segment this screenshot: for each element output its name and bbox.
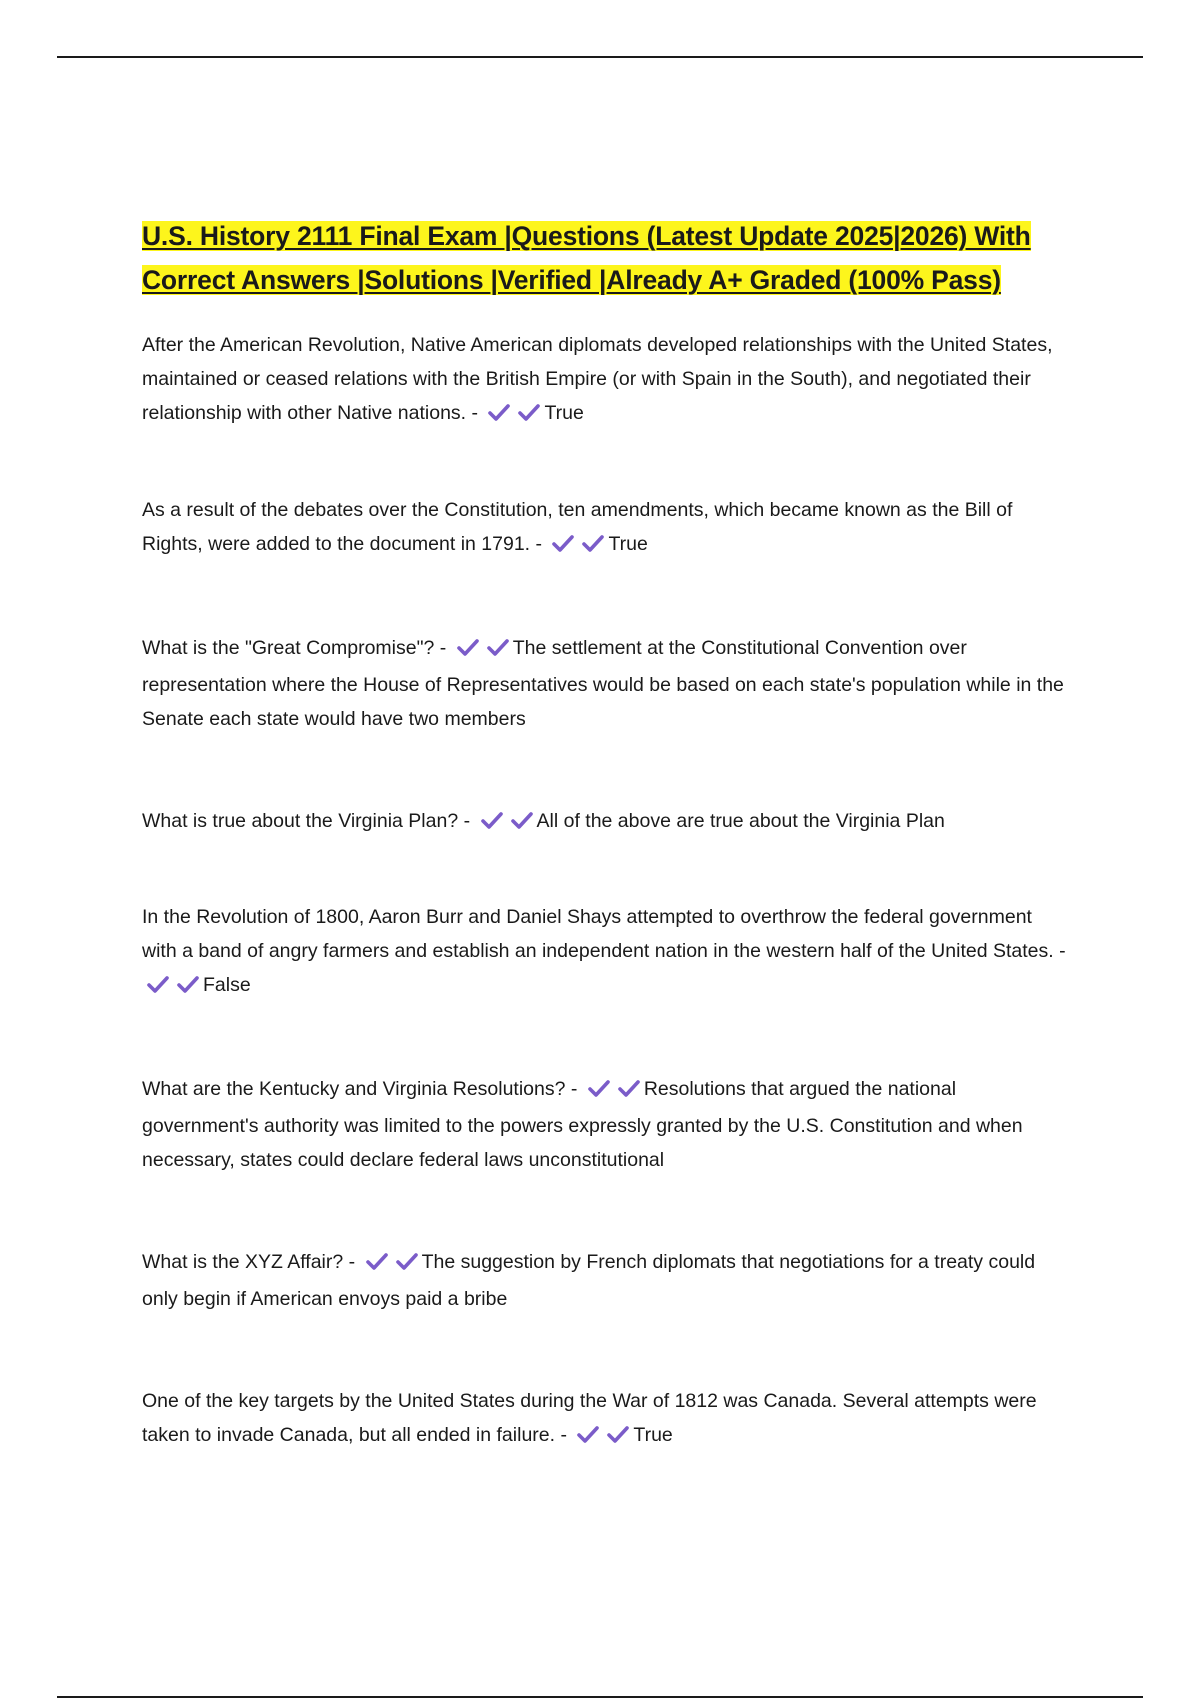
qa-item-3 <box>142 631 1067 736</box>
question-text: As a result of the debates over the Constitution, ten amendments, which became known as the Bill of Rights, were added to the document in 1791. <box>142 499 1013 555</box>
answer-text: The settlement at the Constitutional Convention over representation where the House of Representatives would be based on each state's population while in the Senate each state would have two members <box>142 637 1064 730</box>
check-icon <box>587 1078 611 1098</box>
qa-item-7 <box>142 1245 1067 1316</box>
answer-text: The suggestion by French diplomats that negotiations for a treaty could only begin if American envoys paid a bribe <box>142 1251 1036 1310</box>
question-text: After the American Revolution, Native American diplomats developed relationships with the United States, maintained or ceased relations with the British Empire (or with Spain in the South), and negotiated their relationship with other Native nations. <box>142 334 1053 424</box>
top-rule <box>57 56 1143 58</box>
document-body <box>142 214 1067 1455</box>
check-icon <box>581 533 605 553</box>
check-icon <box>576 1424 600 1444</box>
bottom-rule <box>57 1696 1143 1698</box>
question-text: What is the XYZ Affair? <box>142 1251 344 1273</box>
question-text: One of the key targets by the United States during the War of 1812 was Canada. Several attempts were taken to invade Canada, but all ended in failure. <box>142 1390 1037 1446</box>
qa-item-6 <box>142 1072 1067 1177</box>
double-check-icon <box>456 634 510 668</box>
question-text: What is true about the Virginia Plan? <box>142 810 459 832</box>
answer-text: True <box>544 402 584 424</box>
document-title <box>142 214 1067 302</box>
separator: - <box>1053 940 1066 962</box>
answer-text: False <box>203 974 251 996</box>
qa-item-2 <box>142 493 1067 564</box>
question-text: What is the "Great Compromise"? <box>142 637 435 659</box>
separator: - <box>343 1251 361 1273</box>
qa-item-4 <box>142 804 1067 841</box>
separator: - <box>458 810 476 832</box>
question-text: In the Revolution of 1800, Aaron Burr and Daniel Shays attempted to overthrow the federal government with a band of angry farmers and establish an independent nation in the western half of the United States. <box>142 906 1054 962</box>
double-check-icon <box>576 1421 630 1455</box>
double-check-icon <box>146 971 200 1005</box>
answer-text: Resolutions that argued the national government's authority was limited to the powers expressly granted by the U.S. Constitution and when necessary, states could declare federal laws unconstitutional <box>142 1078 1023 1171</box>
highlighted-title-text: U.S. History 2111 Final Exam |Questions (Latest Update 2025|2026) With Correct Answers |Solutions |Verified |Already A+ Graded (100% Pass) <box>142 221 1031 295</box>
check-icon <box>176 974 200 994</box>
answer-text: All of the above are true about the Virginia Plan <box>536 810 945 832</box>
qa-item-8 <box>142 1384 1067 1455</box>
check-icon <box>480 810 504 830</box>
answer-text: True <box>633 1424 673 1446</box>
check-icon <box>517 402 541 422</box>
check-icon <box>456 637 480 657</box>
check-icon <box>510 810 534 830</box>
check-icon <box>617 1078 641 1098</box>
check-icon <box>486 637 510 657</box>
separator: - <box>530 533 548 555</box>
check-icon <box>551 533 575 553</box>
double-check-icon <box>365 1248 419 1282</box>
double-check-icon <box>587 1075 641 1109</box>
double-check-icon <box>487 399 541 433</box>
check-icon <box>146 974 170 994</box>
qa-item-5 <box>142 900 1067 1005</box>
qa-item-1 <box>142 328 1067 433</box>
separator: - <box>555 1424 573 1446</box>
separator: - <box>434 637 452 659</box>
answer-text: True <box>608 533 648 555</box>
separator: - <box>565 1078 583 1100</box>
check-icon <box>606 1424 630 1444</box>
separator: - <box>466 402 484 424</box>
question-text: What are the Kentucky and Virginia Resolutions? <box>142 1078 566 1100</box>
check-icon <box>365 1251 389 1271</box>
check-icon <box>487 402 511 422</box>
double-check-icon <box>480 807 534 841</box>
check-icon <box>395 1251 419 1271</box>
double-check-icon <box>551 530 605 564</box>
